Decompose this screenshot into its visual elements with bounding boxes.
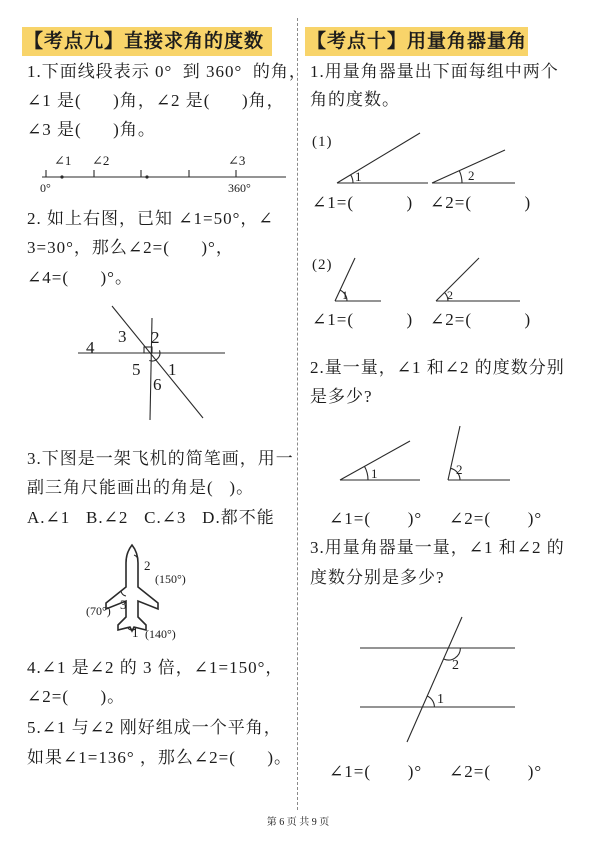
angle-number-label: 2 <box>456 462 463 477</box>
angle-pair-group-1 <box>337 133 515 184</box>
question-text-line: ∠3 是( )角。 <box>27 120 156 139</box>
angle-label: ∠1 <box>54 153 72 168</box>
angle-number-label: 1 <box>371 466 378 481</box>
question-text-line: 4.∠1 是∠2 的 3 倍，∠1=150°， <box>27 658 284 677</box>
question-text-line: 2.量一量，∠1 和∠2 的度数分别 <box>310 358 565 377</box>
question-text-line: 度数分别是多少? <box>310 568 445 587</box>
question-text-line: 1.下面线段表示 0° 到 360° 的角， <box>27 62 307 81</box>
answer-blank: ∠2=( )° <box>449 762 543 781</box>
angle-arc <box>351 175 353 183</box>
angle-number-label: 3 <box>120 597 127 612</box>
answer-blank: ∠1=( )° <box>329 509 423 528</box>
angle-side <box>337 133 420 183</box>
question-text-line: 角的度数。 <box>310 90 400 109</box>
angle-side <box>436 258 479 301</box>
question-text-line: 3=30°，那么∠2=( )°， <box>27 238 234 257</box>
answer-blank: ∠2=( ) <box>430 193 532 212</box>
angle-degree-label: (150°) <box>155 572 186 586</box>
question-text-line: 3.用量角器量一量，∠1 和∠2 的 <box>310 538 565 557</box>
angle-number-label: 3 <box>118 327 127 346</box>
parallel-lines-figure <box>360 617 515 742</box>
angle-arc <box>427 696 434 707</box>
section-header-kaodian-9: 【考点九】直接求角的度数 <box>22 27 272 56</box>
answer-blank: ∠1=( )° <box>329 762 423 781</box>
question-text-line: 1.用量角器量出下面每组中两个 <box>310 62 559 81</box>
angle-degree-label: (70°) <box>86 604 111 618</box>
point-marker <box>145 175 148 178</box>
angle-number-label: 5 <box>132 360 141 379</box>
answer-options: A.∠1 B.∠2 C.∠3 D.都不能 <box>27 508 275 527</box>
angle-label: ∠3 <box>228 153 246 168</box>
angle-number-label: 1 <box>342 288 348 302</box>
angle-number-label: 6 <box>153 375 162 394</box>
angle-arc <box>121 591 126 596</box>
question-text-line: ∠4=( )°。 <box>27 268 133 287</box>
question-text-line: 2. 如上右图，已知 ∠1=50°，∠ <box>27 209 274 228</box>
group-label: (2) <box>312 257 333 273</box>
question-text-line: ∠2=( )。 <box>27 687 126 706</box>
angle-number-label: 2 <box>452 658 459 673</box>
angle-number-label: 1 <box>168 360 177 379</box>
intersecting-lines-figure <box>78 306 225 420</box>
transversal-line <box>407 617 462 742</box>
start-label: 0° <box>40 181 51 195</box>
angle-arc <box>459 171 462 183</box>
question-text-line: 副三角尺能画出的角是( )。 <box>27 478 255 497</box>
point-marker <box>60 175 63 178</box>
end-label: 360° <box>228 181 251 195</box>
number-line-figure <box>40 153 286 195</box>
angle-label: ∠2 <box>92 153 110 168</box>
answer-blank: ∠1=( ) <box>312 193 414 212</box>
answer-blank: ∠2=( )° <box>449 509 543 528</box>
angle-degree-label: (140°) <box>145 627 176 641</box>
angle-number-label: 1 <box>355 169 362 184</box>
angle-pair-group-2 <box>335 258 520 302</box>
angle-number-label: 2 <box>447 288 453 302</box>
page-number-footer: 第 6 页 共 9 页 <box>266 817 330 828</box>
question-text-line: ∠1 是( )角，∠2 是( )角， <box>27 91 285 110</box>
question-text-line: 是多少? <box>310 387 373 406</box>
angle-number-label: 1 <box>437 692 444 707</box>
angle-number-label: 2 <box>144 558 151 573</box>
question-text-line: 如果∠1=136° ，那么∠2=( )。 <box>27 748 293 767</box>
question-text-line: 5.∠1 与∠2 刚好组成一个平角， <box>27 718 282 737</box>
angle-arc <box>365 466 369 480</box>
measure-angles-figure <box>340 426 510 481</box>
question-text-line: 3.下图是一架飞机的简笔画，用一 <box>27 449 294 468</box>
angle-number-label: 2 <box>151 328 160 347</box>
section-header-kaodian-10: 【考点十】用量角器量角 <box>305 27 528 56</box>
angle-number-label: 1 <box>132 625 139 640</box>
angle-number-label: 4 <box>86 338 95 357</box>
answer-blank: ∠1=( ) <box>312 310 414 329</box>
airplane-figure <box>86 545 186 641</box>
angle-number-label: 2 <box>468 168 475 183</box>
group-label: (1) <box>312 134 333 150</box>
answer-blank: ∠2=( ) <box>430 310 532 329</box>
diagonal-line <box>112 306 203 418</box>
